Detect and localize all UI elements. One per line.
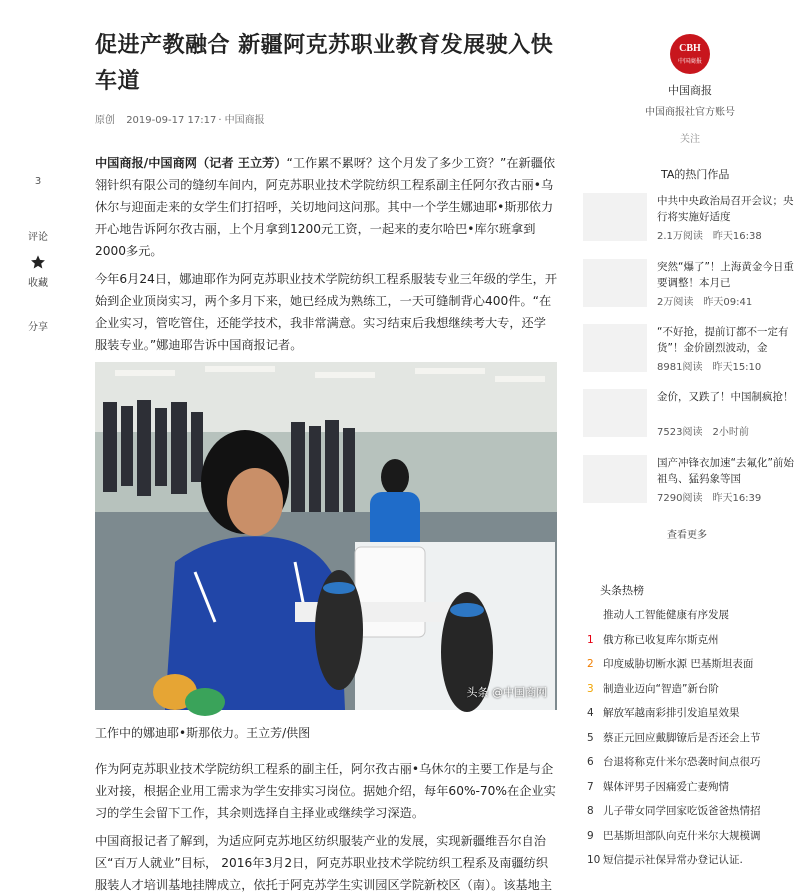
- photo-watermark: 头条 @中国商网: [466, 686, 547, 699]
- trending-text: 短信提示社保异常办登记认证.: [603, 854, 743, 866]
- author-card: [645, 34, 735, 145]
- original-tag: 原创: [95, 115, 115, 126]
- hot-work-thumbnail: [583, 324, 647, 372]
- hot-works-title: TA的热门作品: [661, 168, 730, 181]
- read-count: 2万阅读: [657, 297, 694, 308]
- rank-number: 3: [587, 682, 594, 695]
- rank-number: 6: [587, 756, 594, 768]
- trending-text: 解放军越南彩排引发追星效果: [603, 707, 740, 719]
- trending-text: 台退将称克什米尔恐袭时间点很巧: [603, 756, 761, 768]
- hot-work-item[interactable]: [583, 389, 800, 449]
- follow-button[interactable]: 关注: [680, 134, 700, 145]
- trending-item[interactable]: [583, 828, 800, 853]
- source-name: · 中国商报: [218, 115, 265, 126]
- hot-work-item[interactable]: [583, 259, 800, 319]
- trending-item[interactable]: [583, 705, 800, 730]
- logo-subtext: 中国商报: [677, 58, 702, 65]
- rank-number: 2: [587, 658, 594, 670]
- author-name[interactable]: 中国商报: [668, 84, 712, 97]
- rank-number: 8: [587, 805, 594, 817]
- trending-item[interactable]: [583, 852, 800, 877]
- paragraph: [95, 152, 557, 262]
- rank-number: 7: [587, 780, 594, 793]
- trending-item[interactable]: [583, 730, 800, 755]
- hot-work-title: 金价，又跌了！中国制疯抢！: [657, 391, 794, 403]
- paragraph-text: “工作累不累呀？这个月发了多少工资？”在新疆依翎针织有限公司的缝纫车间内，阿克苏职业技术学院纺织工程系副主任阿尔孜古丽•乌休尔与迎面走来的女学生们打招呼，关切地问这问那。其中一个学生娜迪耶•斯那依力开心地告诉阿尔孜古丽，上个月拿到1200元工资，一起来的麦尔哈巴•库尔班拿到2000多元。: [95, 156, 556, 258]
- share-button[interactable]: 分享: [28, 322, 48, 333]
- trending-text: 推动人工智能健康有序发展: [603, 609, 729, 621]
- post-time: 昨天16:38: [712, 231, 762, 242]
- trending-item[interactable]: [583, 632, 800, 657]
- hot-work-thumbnail: [583, 259, 647, 307]
- hot-work-thumbnail: [583, 389, 647, 437]
- hot-work-meta: [657, 227, 772, 242]
- trending-text: 蔡正元回应戴脚镣后是否还会上节: [603, 731, 761, 744]
- read-count: 7523阅读: [657, 427, 703, 438]
- trending-text: 制造业迈向“智造”新台阶: [603, 682, 719, 695]
- post-time: 昨天09:41: [703, 297, 753, 308]
- paragraph: 中国商报记者了解到，为适应阿克苏地区纺织服装产业的发展，实现新疆维吾尔自治区“百万人就业”目标， 2016年3月2日，阿克苏职业技术学院纺织工程系及南疆纺织服装人才培训基地挂牌成立，依托于阿克苏学生实训园区学院新校区（南）。该基地主: [95, 834, 553, 892]
- trending-item[interactable]: [583, 754, 800, 779]
- trending-item[interactable]: [583, 779, 800, 804]
- hot-work-title: 中共中央政治局召开会议；央行将实施好适度: [657, 195, 794, 223]
- hot-work-item[interactable]: [583, 324, 800, 384]
- trending-text: 媒体评男子因痛爱亡妻殉情: [603, 780, 729, 793]
- paragraph: 今年6月24日，娜迪耶作为阿克苏职业技术学院纺织工程系服装专业三年级的学生，开始到企业顶岗实习，两个多月下来，她已经成为熟练工，一天可缝制背心400件。“在企业实习，管吃管住，还能学技术，我非常满意。实习结束后我想继续考大专，还学服装专业。”娜迪耶告诉中国商报记者。: [95, 272, 558, 352]
- hot-work-meta: [657, 293, 762, 308]
- post-time: 昨天16:39: [712, 493, 762, 504]
- view-more-link[interactable]: 查看更多: [667, 530, 707, 541]
- paragraph-lead: 中国商报/中国商网（记者 王立芳）: [95, 156, 287, 170]
- trending-text: 印度威胁切断水源 巴基斯坦表面: [603, 658, 754, 670]
- rank-number: 4: [587, 707, 594, 719]
- publish-time: 2019-09-17 17:17: [126, 115, 217, 126]
- article-title: 促进产教融合 新疆阿克苏职业教育发展驶入快车道: [95, 33, 554, 94]
- hot-work-title: 突然“爆了”！上海黄金今日重要调整！本月已: [657, 261, 794, 289]
- hot-work-title: “不好抢，提前订都不一定有货”！金价剧烈波动，金: [657, 326, 789, 354]
- hot-work-meta: [657, 358, 771, 373]
- hot-work-thumbnail: [583, 193, 647, 241]
- trending-item[interactable]: [583, 656, 800, 681]
- article: [95, 0, 558, 892]
- trending-text: 儿子带女同学回家吃饭爸爸热情招: [603, 805, 761, 817]
- author-avatar[interactable]: [670, 34, 710, 74]
- factory-scene-image: [95, 362, 557, 710]
- trending-item[interactable]: [583, 803, 800, 828]
- hot-work-thumbnail: [583, 455, 647, 503]
- photo-caption: 工作中的娜迪耶•斯那依力。王立芳/供图: [95, 726, 311, 740]
- read-count: 8981阅读: [657, 362, 703, 373]
- hot-work-meta: [657, 489, 771, 504]
- trending-text: 巴基斯坦部队向克什米尔大规模调: [603, 829, 761, 842]
- hot-work-item[interactable]: [583, 193, 800, 253]
- trending-item[interactable]: [583, 681, 800, 706]
- rank-number: 5: [587, 731, 594, 744]
- trending-title: 头条热榜: [600, 584, 644, 597]
- post-time: 2小时前: [712, 427, 749, 438]
- trending-list: [583, 607, 800, 877]
- comment-button[interactable]: 评论: [28, 232, 48, 243]
- rank-number: 10: [587, 854, 601, 866]
- logo-text: CBH: [679, 43, 701, 54]
- rank-number: 9: [587, 829, 594, 842]
- read-count: 2.1万阅读: [657, 231, 703, 242]
- read-count: 7290阅读: [657, 493, 703, 504]
- article-meta: [95, 114, 557, 128]
- hot-work-meta: [657, 423, 759, 438]
- paragraph: 作为阿克苏职业技术学院纺织工程系的副主任，阿尔孜古丽•乌休尔的主要工作是与企业对接，根据企业用工需求为学生安排实习岗位。据她介绍，每年60%-70%在企业实习的学生会留下工作，其余则选择自主择业或继续学习深造。: [95, 762, 556, 820]
- rank-number: 1: [587, 633, 594, 646]
- favorite-label: 收藏: [28, 278, 48, 289]
- article-photo: [95, 362, 557, 710]
- trending-text: 俄方称已收复库尔斯克州: [603, 633, 719, 646]
- trending-pinned-item[interactable]: [583, 607, 800, 632]
- like-count: 3: [34, 176, 42, 187]
- hot-work-item[interactable]: [583, 455, 800, 515]
- hot-work-title: 国产冲锋衣加速“去氟化”前始祖鸟、猛犸象等国: [657, 457, 794, 485]
- author-description: 中国商报社官方账号: [645, 107, 735, 118]
- favorite-button[interactable]: [18, 254, 58, 289]
- star-icon: [30, 254, 46, 270]
- post-time: 昨天15:10: [712, 362, 762, 373]
